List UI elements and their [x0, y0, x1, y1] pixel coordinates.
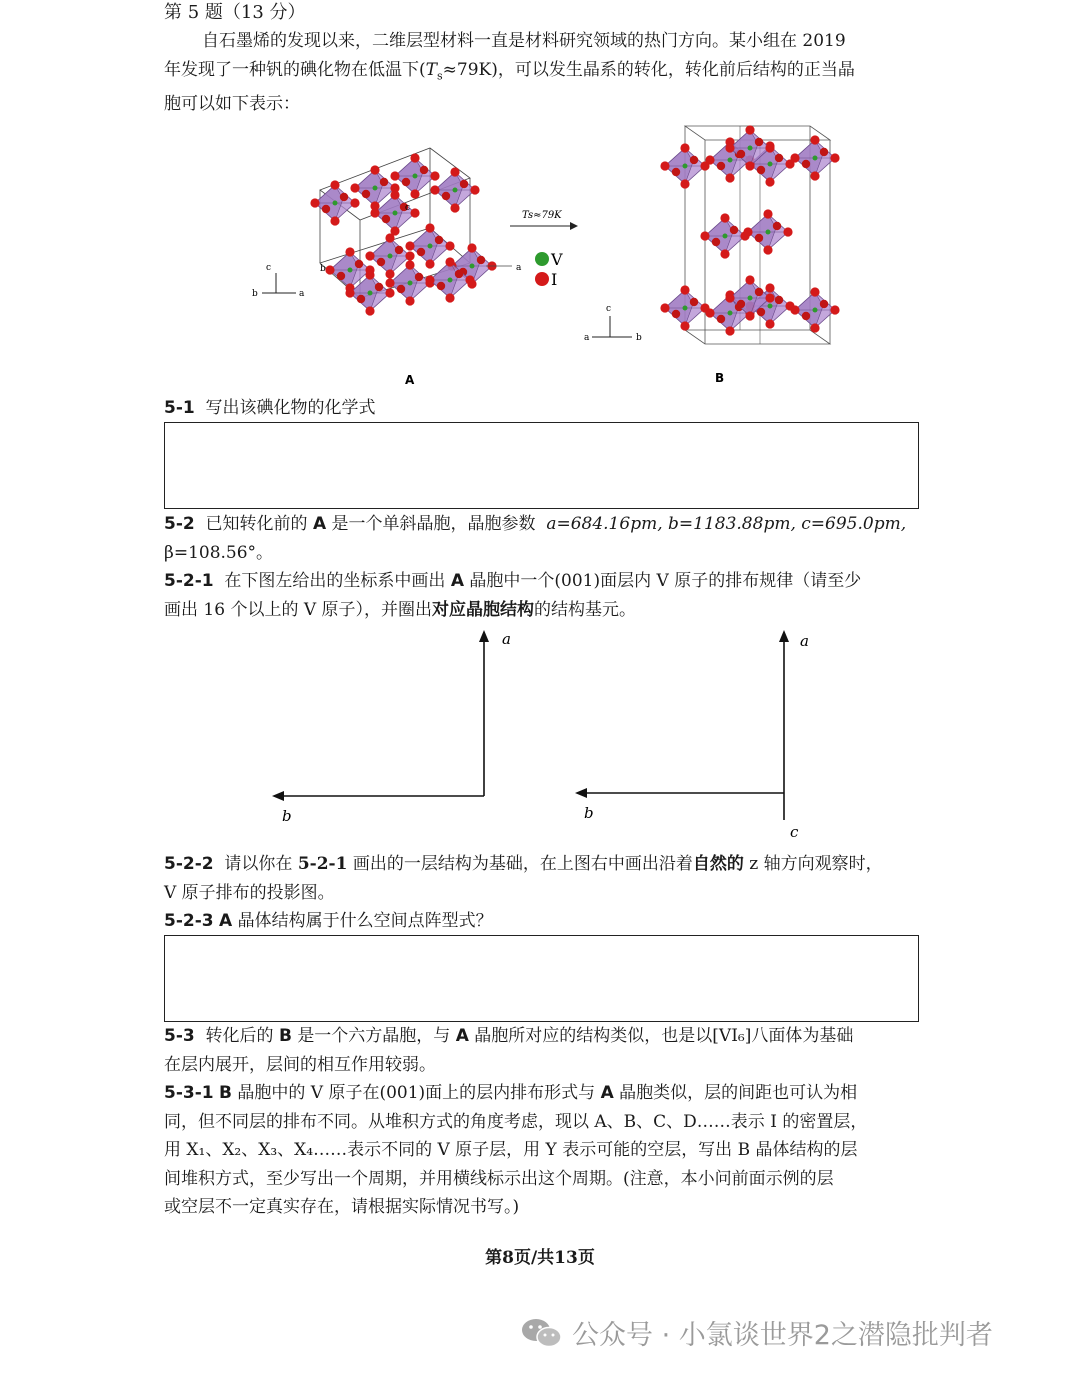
figure-label-a: A — [405, 373, 415, 387]
right-axis-a-label: a — [800, 632, 809, 650]
q5-2-1-prompt: 5-2-1 在下图左给出的坐标系中画出 A 晶胞中一个(001)面层内 V 原子的排布规律（请至少 画出 16 个以上的 V 原子），并圈出对应晶胞结构的结构基元。 — [164, 571, 862, 620]
svg-text:b: b — [636, 333, 642, 343]
answer-box-5-2-3[interactable] — [164, 935, 919, 1022]
svg-text:a: a — [299, 289, 305, 299]
transition-label: Ts≈79K — [522, 210, 562, 221]
legend-v-dot — [535, 252, 549, 266]
intro-line-2: 年发现了一种钒的碘化物在低温下$(T_s\approx 79K)$，可以发生晶系的转化，转化前后结构的正当晶 — [164, 59, 855, 82]
svg-text:c: c — [405, 203, 411, 213]
legend — [535, 250, 563, 289]
coordinate-systems — [260, 628, 820, 843]
svg-text:b: b — [320, 264, 326, 274]
q5-3-1-prompt: 5-3-1 B 晶胞中的 V 原子在(001)面上的层内排布形式与 A 晶胞类似，层的间距也可认为相 同，但不同层的排布不同。从堆积方式的角度考虑，现以 A、B、C、D……表示 I 的密置层， 用 X₁、X₂、X₃、X₄……表示不同的 V 原子层，用 Y 表示可能的空层，写出 B 晶体结构的层 间堆积方式，至少写出一个周期，并用横线标示出这个周期。(注意，本小问前面示例的层 或空层不一定真实存在，请根据实际情况书写。) — [164, 1083, 868, 1217]
q5-2-2-prompt: 5-2-2 请以你在 5-2-1 画出的一层结构为基础，在上图右中画出沿着自然的 z 轴方向观察时， V 原子排布的投影图。 — [164, 854, 883, 903]
wechat-icon — [520, 1316, 564, 1350]
svg-text:a: a — [516, 263, 522, 273]
intro-line-3: 胞可以如下表示： — [164, 94, 300, 115]
left-axis-b-label: b — [282, 807, 292, 825]
left-axis-a-label: a — [502, 630, 511, 648]
legend-i-label: I — [551, 270, 558, 289]
watermark-text: 公众号 · 小氯谈世界2之潜隐批判者 — [572, 1320, 993, 1351]
crystal-structure-figure — [240, 118, 860, 393]
structure-b — [660, 125, 839, 344]
intro-paragraph — [164, 27, 918, 119]
q5-2-3-prompt: 5-2-3 A 晶体结构属于什么空间点阵型式？ — [164, 911, 493, 931]
figure-label-b: B — [715, 371, 725, 385]
right-axes — [575, 630, 809, 841]
right-axis-b-label: b — [584, 804, 594, 822]
left-axes — [272, 630, 511, 825]
svg-text:c: c — [606, 304, 612, 314]
right-axis-c-label: c — [790, 823, 799, 841]
page-footer: 第8页/共13页 — [485, 1248, 595, 1268]
q5-2-prompt: 5-2 已知转化前的 A 是一个单斜晶胞，晶胞参数 a=684.16pm, b=1183.88pm, c=695.0pm, β=108.56°。 — [164, 514, 907, 563]
axis-triad-b — [584, 304, 642, 343]
structure-a — [310, 148, 522, 316]
svg-text:c: c — [266, 263, 272, 273]
answer-box-5-1[interactable] — [164, 422, 919, 509]
legend-i-dot — [535, 272, 549, 286]
transition-arrow — [510, 210, 578, 230]
svg-text:a: a — [584, 333, 590, 343]
legend-v-label: V — [551, 250, 563, 269]
question-title: 第 5 题（13 分） — [164, 2, 306, 23]
axis-triad-a — [252, 263, 305, 299]
svg-text:b: b — [252, 289, 258, 299]
q5-1-prompt: 5-1 写出该碘化物的化学式 — [164, 398, 376, 418]
intro-line-1: 自石墨烯的发现以来，二维层型材料一直是材料研究领域的热门方向。某小组在 2019 — [202, 31, 846, 51]
q5-3-prompt: 5-3 转化后的 B 是一个六方晶胞，与 A 晶胞所对应的结构类似，也是以[VI₆]八面体为基础 在层内展开，层间的相互作用较弱。 — [164, 1026, 854, 1075]
